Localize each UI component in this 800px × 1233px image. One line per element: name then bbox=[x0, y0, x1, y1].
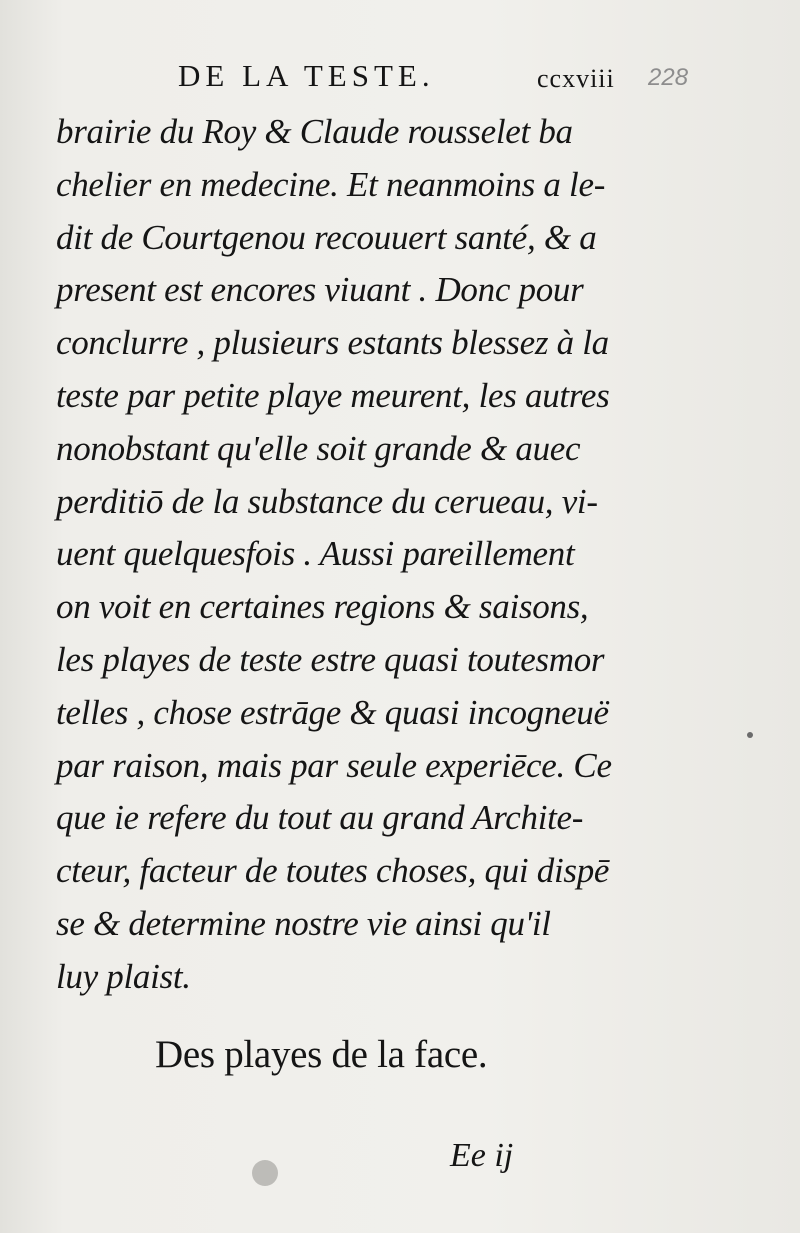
text-line: brairie du Roy & Claude rousselet ba bbox=[56, 112, 573, 151]
text-line: dit de Courtgenou recouuert santé, & a bbox=[56, 217, 597, 257]
text-line: uent quelquesfois . Aussi pareillement bbox=[56, 534, 575, 574]
folio-number: ccxviii bbox=[537, 64, 615, 93]
body-text bbox=[56, 106, 646, 1004]
text-line: teste par petite playe meurent, les autres bbox=[56, 375, 610, 415]
text-line: perditiō de la substance du cerueau, vi- bbox=[56, 481, 598, 521]
text-line: conclurre , plusieurs estants blessez à la bbox=[56, 323, 609, 363]
section-heading: Des playes de la face. bbox=[155, 1033, 488, 1076]
ink-speck bbox=[747, 732, 753, 738]
text-line: les playes de teste estre quasi toutesmor bbox=[56, 639, 605, 679]
text-line: present est encores viuant . Donc pour bbox=[56, 270, 584, 310]
text-line: on voit en certaines regions & saisons, bbox=[56, 587, 589, 627]
text-line: se & determine nostre vie ainsi qu'il bbox=[56, 903, 551, 943]
text-line: telles , chose estrāge & quasi incogneuë bbox=[56, 692, 609, 732]
text-line: chelier en medecine. Et neanmoins a le- bbox=[56, 164, 606, 204]
signature-mark: Ee ij bbox=[450, 1137, 514, 1174]
pencil-folio-annotation: 228 bbox=[648, 64, 689, 91]
running-title: DE LA TESTE. bbox=[178, 58, 435, 93]
page-header bbox=[0, 58, 800, 98]
text-line: que ie refere du tout au grand Archite- bbox=[56, 798, 584, 838]
text-line: cteur, facteur de toutes choses, qui dispē bbox=[56, 851, 610, 891]
paper-stain bbox=[252, 1160, 278, 1186]
text-line: luy plaist. bbox=[56, 956, 191, 996]
text-line: nonobstant qu'elle soit grande & auec bbox=[56, 428, 581, 468]
text-line: par raison, mais par seule experiēce. Ce bbox=[56, 745, 612, 785]
